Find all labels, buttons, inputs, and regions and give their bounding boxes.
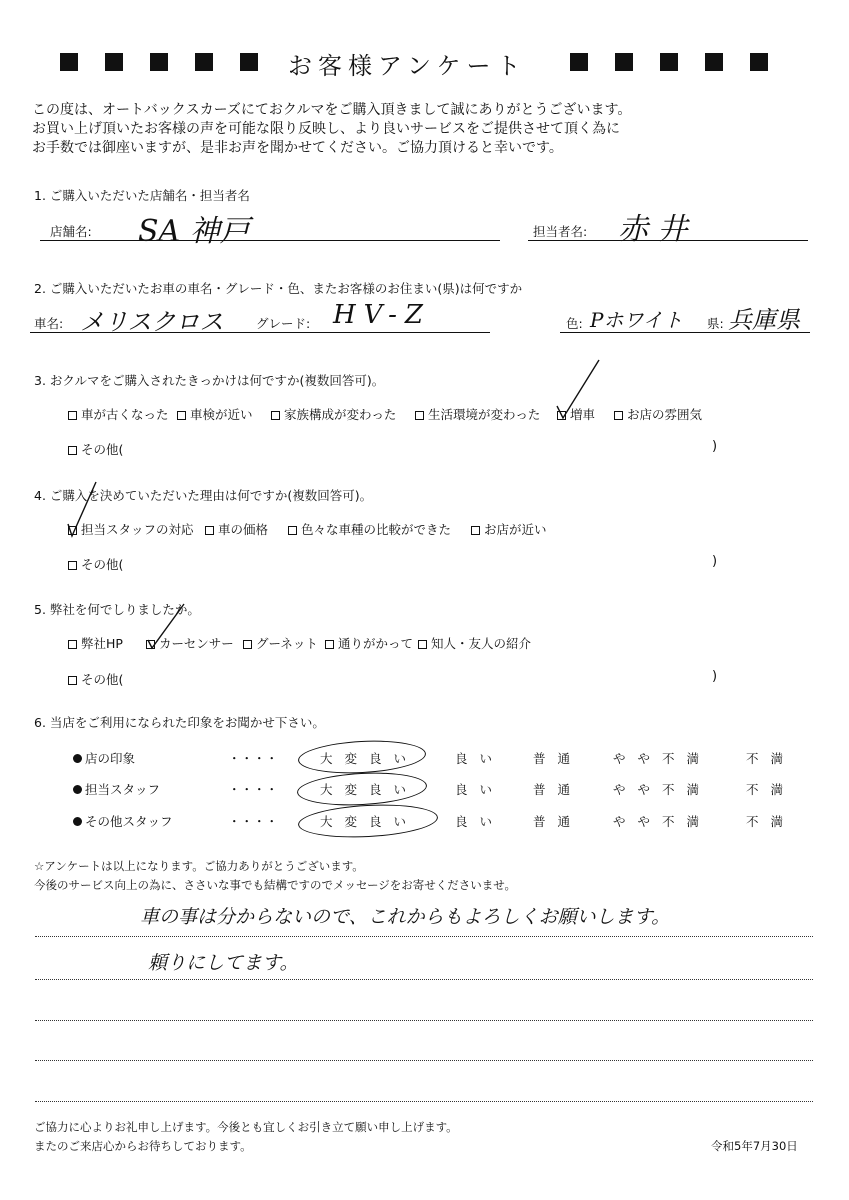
checkbox-icon: [68, 411, 77, 420]
q5-option-referral[interactable]: 知人・友人の紹介: [418, 634, 531, 652]
square-bullet-icon: [705, 53, 723, 71]
checkbox-icon: [271, 411, 280, 420]
selected-circle-mark: [296, 770, 427, 809]
grade-value[interactable]: HV-Z: [333, 300, 431, 330]
rating-option-good[interactable]: 良い: [455, 751, 505, 766]
staff-value[interactable]: 赤 井: [618, 212, 688, 247]
question-3: 3. おクルマをご購入されたきっかけは何ですか(複数回答可)。: [34, 373, 385, 388]
rating-option-very-good[interactable]: 大変良い: [320, 751, 419, 766]
date: 令和5年7月30日: [711, 1139, 798, 1153]
rating-label-other-staff: その他スタッフ: [73, 812, 173, 830]
q4-option-near[interactable]: お店が近い: [471, 520, 547, 538]
q4-option-staff[interactable]: 担当スタッフの対応: [68, 520, 194, 538]
color-label: 色:: [566, 316, 583, 331]
check-mark-icon: [553, 356, 603, 422]
dots: ・・・・: [228, 782, 279, 797]
message-line-2[interactable]: 頼りにしてます。: [148, 952, 299, 974]
checkbox-icon: [68, 446, 77, 455]
checkbox-icon: [205, 526, 214, 535]
question-4: 4. ご購入を決めていただいた理由は何ですか(複数回答可)。: [34, 488, 373, 503]
q5-option-carsensor[interactable]: カーセンサー: [146, 634, 234, 652]
dots: ・・・・: [228, 751, 279, 766]
grade-label: グレード:: [256, 316, 311, 331]
checkbox-icon: [325, 640, 334, 649]
message-line-1[interactable]: 車の事は分からないので、これからもよろしくお願いします。: [140, 906, 671, 928]
question-6: 6. 当店をご利用になられた印象をお聞かせ下さい。: [34, 715, 325, 730]
color-value[interactable]: Pホワイト: [590, 308, 683, 332]
rating-row-staff: [73, 780, 803, 802]
q3-option-other[interactable]: その他(: [68, 440, 123, 458]
checkbox-icon: [471, 526, 480, 535]
dots: ・・・・: [228, 814, 279, 829]
rating-option-normal[interactable]: 普通: [533, 814, 583, 829]
intro-line-2: お買い上げ頂いたお客様の声を可能な限り反映し、より良いサービスをご提供させて頂く為に: [32, 121, 620, 137]
bullet-icon: [73, 754, 82, 763]
q3-option-family[interactable]: 家族構成が変わった: [271, 405, 396, 423]
square-bullet-icon: [660, 53, 678, 71]
rating-row-other-staff: [73, 812, 803, 834]
q4-option-price[interactable]: 車の価格: [205, 520, 268, 538]
rating-option-unsatisfied[interactable]: 不満: [746, 751, 796, 766]
q3-option-environment[interactable]: 生活環境が変わった: [415, 405, 540, 423]
header: [0, 46, 849, 82]
rating-option-normal[interactable]: 普通: [533, 751, 583, 766]
checkbox-icon: [415, 411, 424, 420]
square-bullet-icon: [105, 53, 123, 71]
rating-option-somewhat-unsatisfied[interactable]: やや不満: [613, 814, 712, 829]
bullet-icon: [73, 785, 82, 794]
square-bullet-icon: [60, 53, 78, 71]
question-5: 5. 弊社を何でしりましたか。: [34, 602, 200, 617]
intro-line-3: お手数では御座いますが、是非お声を聞かせてください。ご協力頂けると幸いです。: [32, 140, 563, 156]
q4-option-other[interactable]: その他(: [68, 555, 123, 573]
rating-option-very-good[interactable]: 大変良い: [320, 782, 419, 797]
rating-option-unsatisfied[interactable]: 不満: [746, 814, 796, 829]
check-mark-icon: [144, 600, 188, 652]
footer-thanks: ご協力に心よりお礼申し上げます。今後とも宜しくお引き立て願い申し上げます。: [34, 1120, 458, 1134]
check-mark-icon: [62, 478, 102, 542]
square-bullet-icon: [615, 53, 633, 71]
staff-underline: [528, 240, 808, 241]
message-dotted-line: [35, 1060, 813, 1061]
q5-close-paren: ): [712, 669, 718, 684]
square-bullet-icon: [570, 53, 588, 71]
square-bullet-icon: [150, 53, 168, 71]
q5-option-goonet[interactable]: グーネット: [243, 634, 318, 652]
rating-option-very-good[interactable]: 大変良い: [320, 814, 419, 829]
bullet-icon: [73, 817, 82, 826]
closing-request: 今後のサービス向上の為に、ささいな事でも結構ですのでメッセージをお寄せくださいませ。: [34, 878, 516, 892]
q5-option-passing[interactable]: 通りがかって: [325, 634, 413, 652]
rating-label-staff: 担当スタッフ: [73, 780, 160, 798]
closing-thanks: ☆アンケートは以上になります。ご協力ありがとうございます。: [34, 859, 364, 873]
rating-option-good[interactable]: 良い: [455, 814, 505, 829]
square-bullet-icon: [195, 53, 213, 71]
q3-option-inspection[interactable]: 車検が近い: [177, 405, 253, 423]
checkbox-icon: [614, 411, 623, 420]
rating-option-somewhat-unsatisfied[interactable]: やや不満: [613, 782, 712, 797]
square-bullet-icon: [240, 53, 258, 71]
pref-label: 県:: [707, 316, 724, 331]
message-dotted-line: [35, 936, 813, 937]
car-value[interactable]: メリスクロス: [80, 308, 224, 336]
pref-value[interactable]: 兵庫県: [728, 306, 800, 334]
question-2: 2. ご購入いただいたお車の車名・グレード・色、またお客様のお住まい(県)は何ですか: [34, 281, 523, 296]
footer-welcome: またのご来店心からお待ちしております。: [34, 1139, 252, 1153]
staff-label: 担当者名:: [533, 224, 588, 239]
store-label: 店舗名:: [50, 224, 92, 239]
checkbox-icon: [418, 640, 427, 649]
square-bullet-icon: [750, 53, 768, 71]
checkbox-icon: [288, 526, 297, 535]
message-dotted-line: [35, 979, 813, 980]
color-underline: [560, 332, 810, 333]
checkbox-icon: [68, 561, 77, 570]
checkbox-icon: [68, 640, 77, 649]
rating-row-store: [73, 749, 803, 771]
store-underline: [40, 240, 500, 241]
car-label: 車名:: [34, 316, 64, 331]
rating-option-good[interactable]: 良い: [455, 782, 505, 797]
checkbox-icon: [243, 640, 252, 649]
car-underline: [30, 332, 490, 333]
selected-circle-mark: [297, 801, 438, 840]
rating-label-store: 店の印象: [73, 749, 135, 767]
question-1: 1. ご購入いただいた店舗名・担当者名: [34, 188, 250, 203]
q4-close-paren: ): [712, 554, 718, 569]
message-dotted-line: [35, 1020, 813, 1021]
q5-option-hp[interactable]: 弊社HP: [68, 634, 123, 652]
q3-close-paren: ): [712, 439, 718, 454]
intro-line-1: この度は、オートバックスカーズにておクルマをご購入頂きまして誠にありがとうございます。: [32, 102, 632, 118]
rating-option-normal[interactable]: 普通: [533, 782, 583, 797]
rating-option-unsatisfied[interactable]: 不満: [746, 782, 796, 797]
store-value[interactable]: SA 神戸: [138, 214, 250, 249]
checkbox-icon: [68, 676, 77, 685]
q3-option-old-car[interactable]: 車が古くなった: [68, 405, 169, 423]
q5-option-other[interactable]: その他(: [68, 670, 123, 688]
q3-option-additional-car[interactable]: 増車: [557, 405, 595, 423]
q3-option-atmosphere[interactable]: お店の雰囲気: [614, 405, 702, 423]
message-dotted-line: [35, 1101, 813, 1102]
page-title: お客様アンケート: [288, 52, 527, 80]
rating-option-somewhat-unsatisfied[interactable]: やや不満: [613, 751, 712, 766]
q4-option-comparison[interactable]: 色々な車種の比較ができた: [288, 520, 451, 538]
checkbox-icon: [177, 411, 186, 420]
